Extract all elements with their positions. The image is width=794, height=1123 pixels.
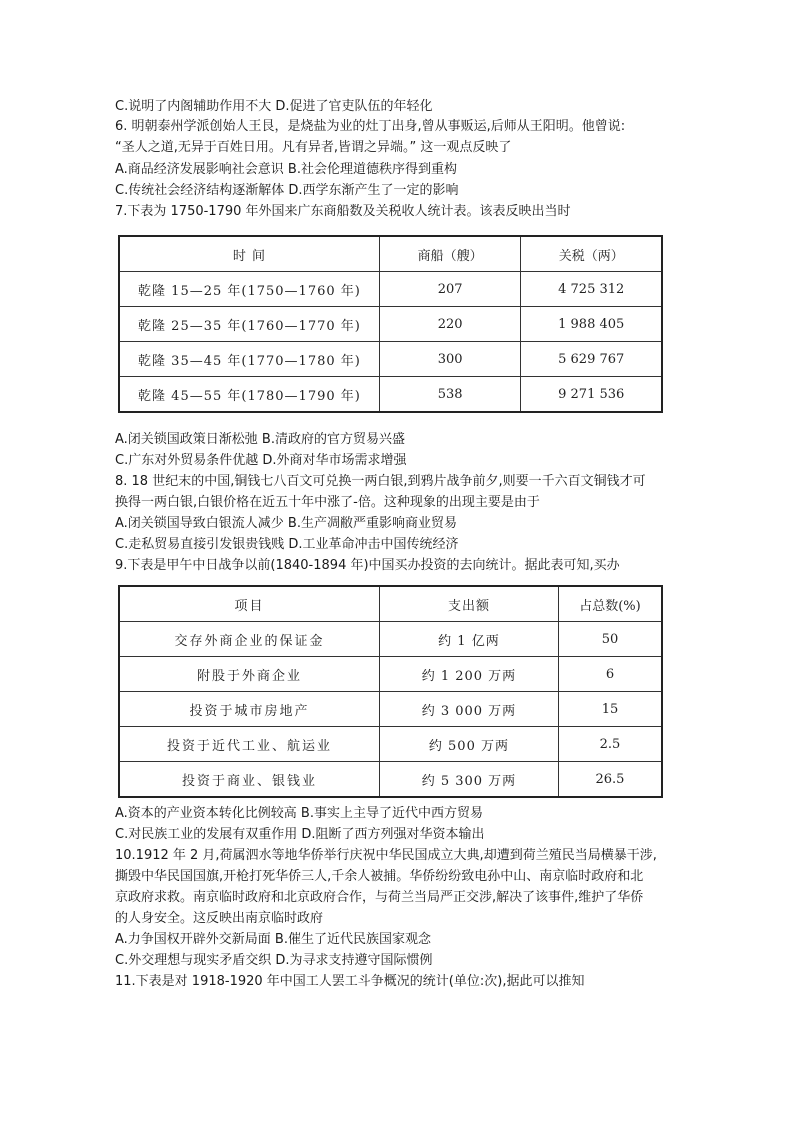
table-row	[119, 377, 662, 413]
q9-stem: 9.下表是甲午中日战争以前(1840-1894 年)中国买办投资的去向统计。据此表可知,买办	[115, 558, 620, 573]
q10-stem: 10.1912 年 2 月,荷属泗水等地华侨举行庆祝中华民国成立大典,却遭到荷兰殖民当局横暴干涉,	[115, 848, 657, 863]
table-cell: 约 5 300 万两	[379, 762, 558, 798]
table-cell: 投资于商业、银钱业	[119, 762, 379, 798]
table-header-cell: 占总数(%)	[558, 586, 662, 622]
q10-options-cd: C.外交理想与现实矛盾交织 D.为寻求支持遵守国际惯例	[115, 953, 433, 968]
q6-options-cd: C.传统社会经济结构逐渐解体 D.西学东渐产生了一定的影响	[115, 183, 459, 198]
table-cell: 乾隆 25—35 年(1760—1770 年)	[119, 307, 379, 342]
table-row	[119, 727, 662, 762]
table-cell: 附股于外商企业	[119, 657, 379, 692]
table-row	[119, 307, 662, 342]
q7-stem: 7.下表为 1750-1790 年外国来广东商船数及关税收人统计表。该表反映出当时	[115, 204, 571, 219]
table-row	[119, 342, 662, 377]
table-cell: 538	[379, 377, 521, 413]
q7-options-ab: A.闭关锁国政策日渐松弛 B.清政府的官方贸易兴盛	[115, 432, 405, 447]
table-row	[119, 622, 662, 657]
table-cell: 15	[558, 692, 662, 727]
table-cell: 207	[379, 272, 521, 307]
table-header-cell: 商船（艘）	[379, 236, 521, 272]
table-cell: 约 3 000 万两	[379, 692, 558, 727]
table-cell: 投资于城市房地产	[119, 692, 379, 727]
table-cell: 50	[558, 622, 662, 657]
table-row	[119, 657, 662, 692]
table-cell: 约 1 亿两	[379, 622, 558, 657]
q6-stem-quote: “圣人之道,无异于百姓日用。凡有异者,皆谓之异端。” 这一观点反映了	[115, 140, 512, 155]
q9-options-cd: C.对民族工业的发展有双重作用 D.阻断了西方列强对华资本输出	[115, 827, 485, 842]
q10-stem-cont: 京政府求救。南京临时政府和北京政府合作，与荷兰当局严正交涉,解决了该事件,维护了华侨	[115, 890, 644, 905]
table-cell: 220	[379, 307, 521, 342]
table-cell: 26.5	[558, 762, 662, 798]
q9-options-ab: A.资本的产业资本转化比例较高 B.事实上主导了近代中西方贸易	[115, 806, 483, 821]
q8-stem-cont: 换得一两白银,白银价格在近五十年中涨了-倍。这种现象的出现主要是由于	[115, 495, 540, 510]
table-header-row	[119, 586, 662, 622]
table-cell: 300	[379, 342, 521, 377]
table-cell: 1 988 405	[521, 307, 662, 342]
q10-stem-cont: 撕毁中华民国国旗,开枪打死华侨三人,千余人被捕。华侨纷纷致电孙中山、南京临时政府和北	[115, 869, 644, 884]
table-cell: 2.5	[558, 727, 662, 762]
table-cell: 投资于近代工业、航运业	[119, 727, 379, 762]
table-cell: 乾隆 45—55 年(1780—1790 年)	[119, 377, 379, 413]
q10-options-ab: A.力争国权开辟外交新局面 B.催生了近代民族国家观念	[115, 932, 431, 947]
table-cell: 5 629 767	[521, 342, 662, 377]
table-cell: 4 725 312	[521, 272, 662, 307]
table-row	[119, 272, 662, 307]
table-row	[119, 692, 662, 727]
q8-stem: 8. 18 世纪末的中国,铜钱七八百文可兑换一两白银,到鸦片战争前夕,则要一千六百文铜钱才可	[115, 474, 646, 489]
q8-options-cd: C.走私贸易直接引发银贵钱贱 D.工业革命冲击中国传统经济	[115, 537, 459, 552]
table-header-cell: 时 间	[119, 236, 379, 272]
table-cell: 9 271 536	[521, 377, 662, 413]
q6-options-ab: A.商品经济发展影响社会意识 B.社会伦理道德秩序得到重构	[115, 162, 457, 177]
table-cell: 约 1 200 万两	[379, 657, 558, 692]
table-header-cell: 支出额	[379, 586, 558, 622]
table-header-cell: 关税（两）	[521, 236, 662, 272]
table-cell: 乾隆 15—25 年(1750—1760 年)	[119, 272, 379, 307]
q7-options-cd: C.广东对外贸易条件优越 D.外商对华市场需求增强	[115, 453, 407, 468]
q8-options-ab: A.闭关锁国导致白银流人减少 B.生产凋敝严重影响商业贸易	[115, 516, 457, 531]
table-row	[119, 762, 662, 798]
q11-stem: 11.下表是对 1918-1920 年中国工人罢工斗争概况的统计(单位:次),据此可以推知	[115, 974, 585, 989]
table-header-cell: 项目	[119, 586, 379, 622]
q5-options-cd: C.说明了内阁辅助作用不大 D.促进了官吏队伍的年轻化	[115, 99, 433, 114]
table-cell: 乾隆 35—45 年(1770—1780 年)	[119, 342, 379, 377]
table-cell: 6	[558, 657, 662, 692]
q10-stem-end: 的人身安全。这反映出南京临时政府	[115, 911, 324, 926]
q9-table	[118, 585, 663, 798]
q6-stem: 6. 明朝泰州学派创始人王艮，是烧盐为业的灶丁出身,曾从事贩运,后师从王阳明。他曾说:	[115, 119, 626, 134]
table-header-row	[119, 236, 662, 272]
q7-table	[118, 235, 663, 413]
table-cell: 约 500 万两	[379, 727, 558, 762]
table-cell: 交存外商企业的保证金	[119, 622, 379, 657]
